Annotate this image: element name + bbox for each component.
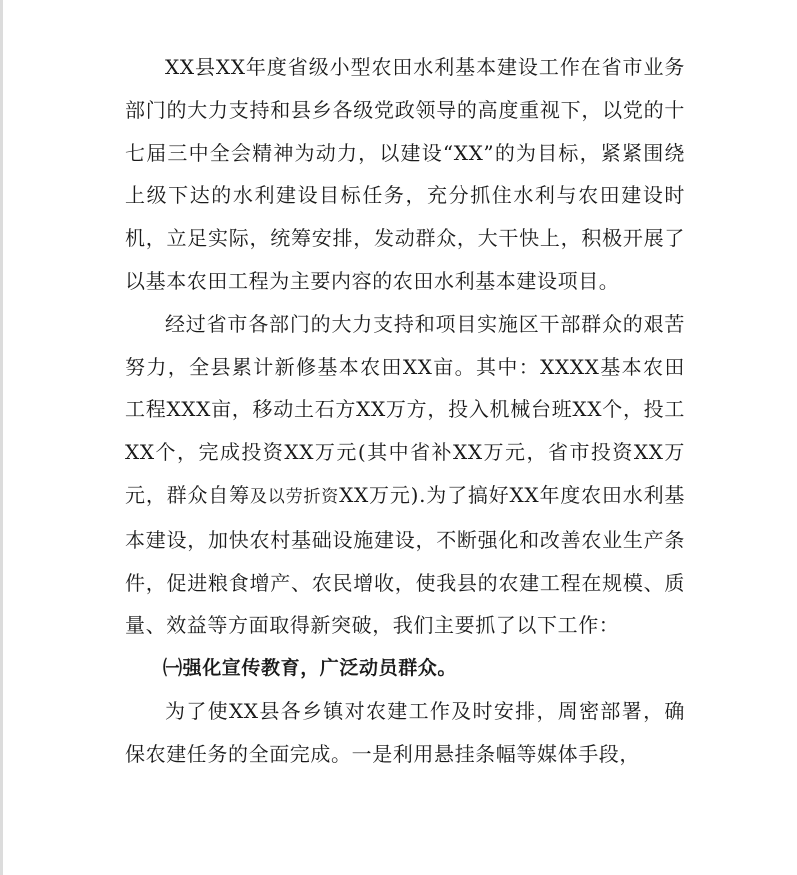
paragraph-achievements-text-1: 经过省市各部门的大力支持和项目实施区干部群众的艰苦努力，全县累计新修基本农田XX亩。其中：XXXX基本农田工程XXX亩，移动土石方XX万方，投入机械台班XX个，投工XX个，完成投资XX万元(其中省补XX万元，省市投资XX万元，群众自筹: [125, 311, 685, 507]
section-heading-1: ㈠强化宣传教育，广泛动员群众。: [163, 657, 458, 680]
paragraph-intro: XX县XX年度省级小型农田水利基本建设工作在省市业务部门的大力支持和县乡各级党政领导的高度重视下，以党的十七届三中全会精神为动力，以建设“XX”的为目标，紧紧围绕上级下达的水利建设目标任务，充分抓住水利与农田建设时机，立足实际，统筹安排，发动群众，大干快上，积极开展了以基本农田工程为主要内容的农田水利基本建设项目。: [125, 55, 685, 293]
paragraph-section-1: 为了使XX县各乡镇对农建工作及时安排，周密部署，确保农建任务的全面完成。一是利用悬挂条幅等媒体手段，: [125, 698, 685, 766]
paragraph-achievements: [125, 303, 685, 647]
document-body: [125, 46, 685, 776]
paragraph-achievements-small-text: 及以劳折资: [249, 486, 340, 507]
paragraph-achievements-text-2: XX万元).为了搞好XX年度农田水利基本建设，加快农村基础设施建设，不断强化和改善农业生产条件，促进粮食增产、农民增收，使我县的农建工程在规模、质量、效益等方面取得新突破，我们主要抓了以下工作：: [125, 482, 686, 638]
